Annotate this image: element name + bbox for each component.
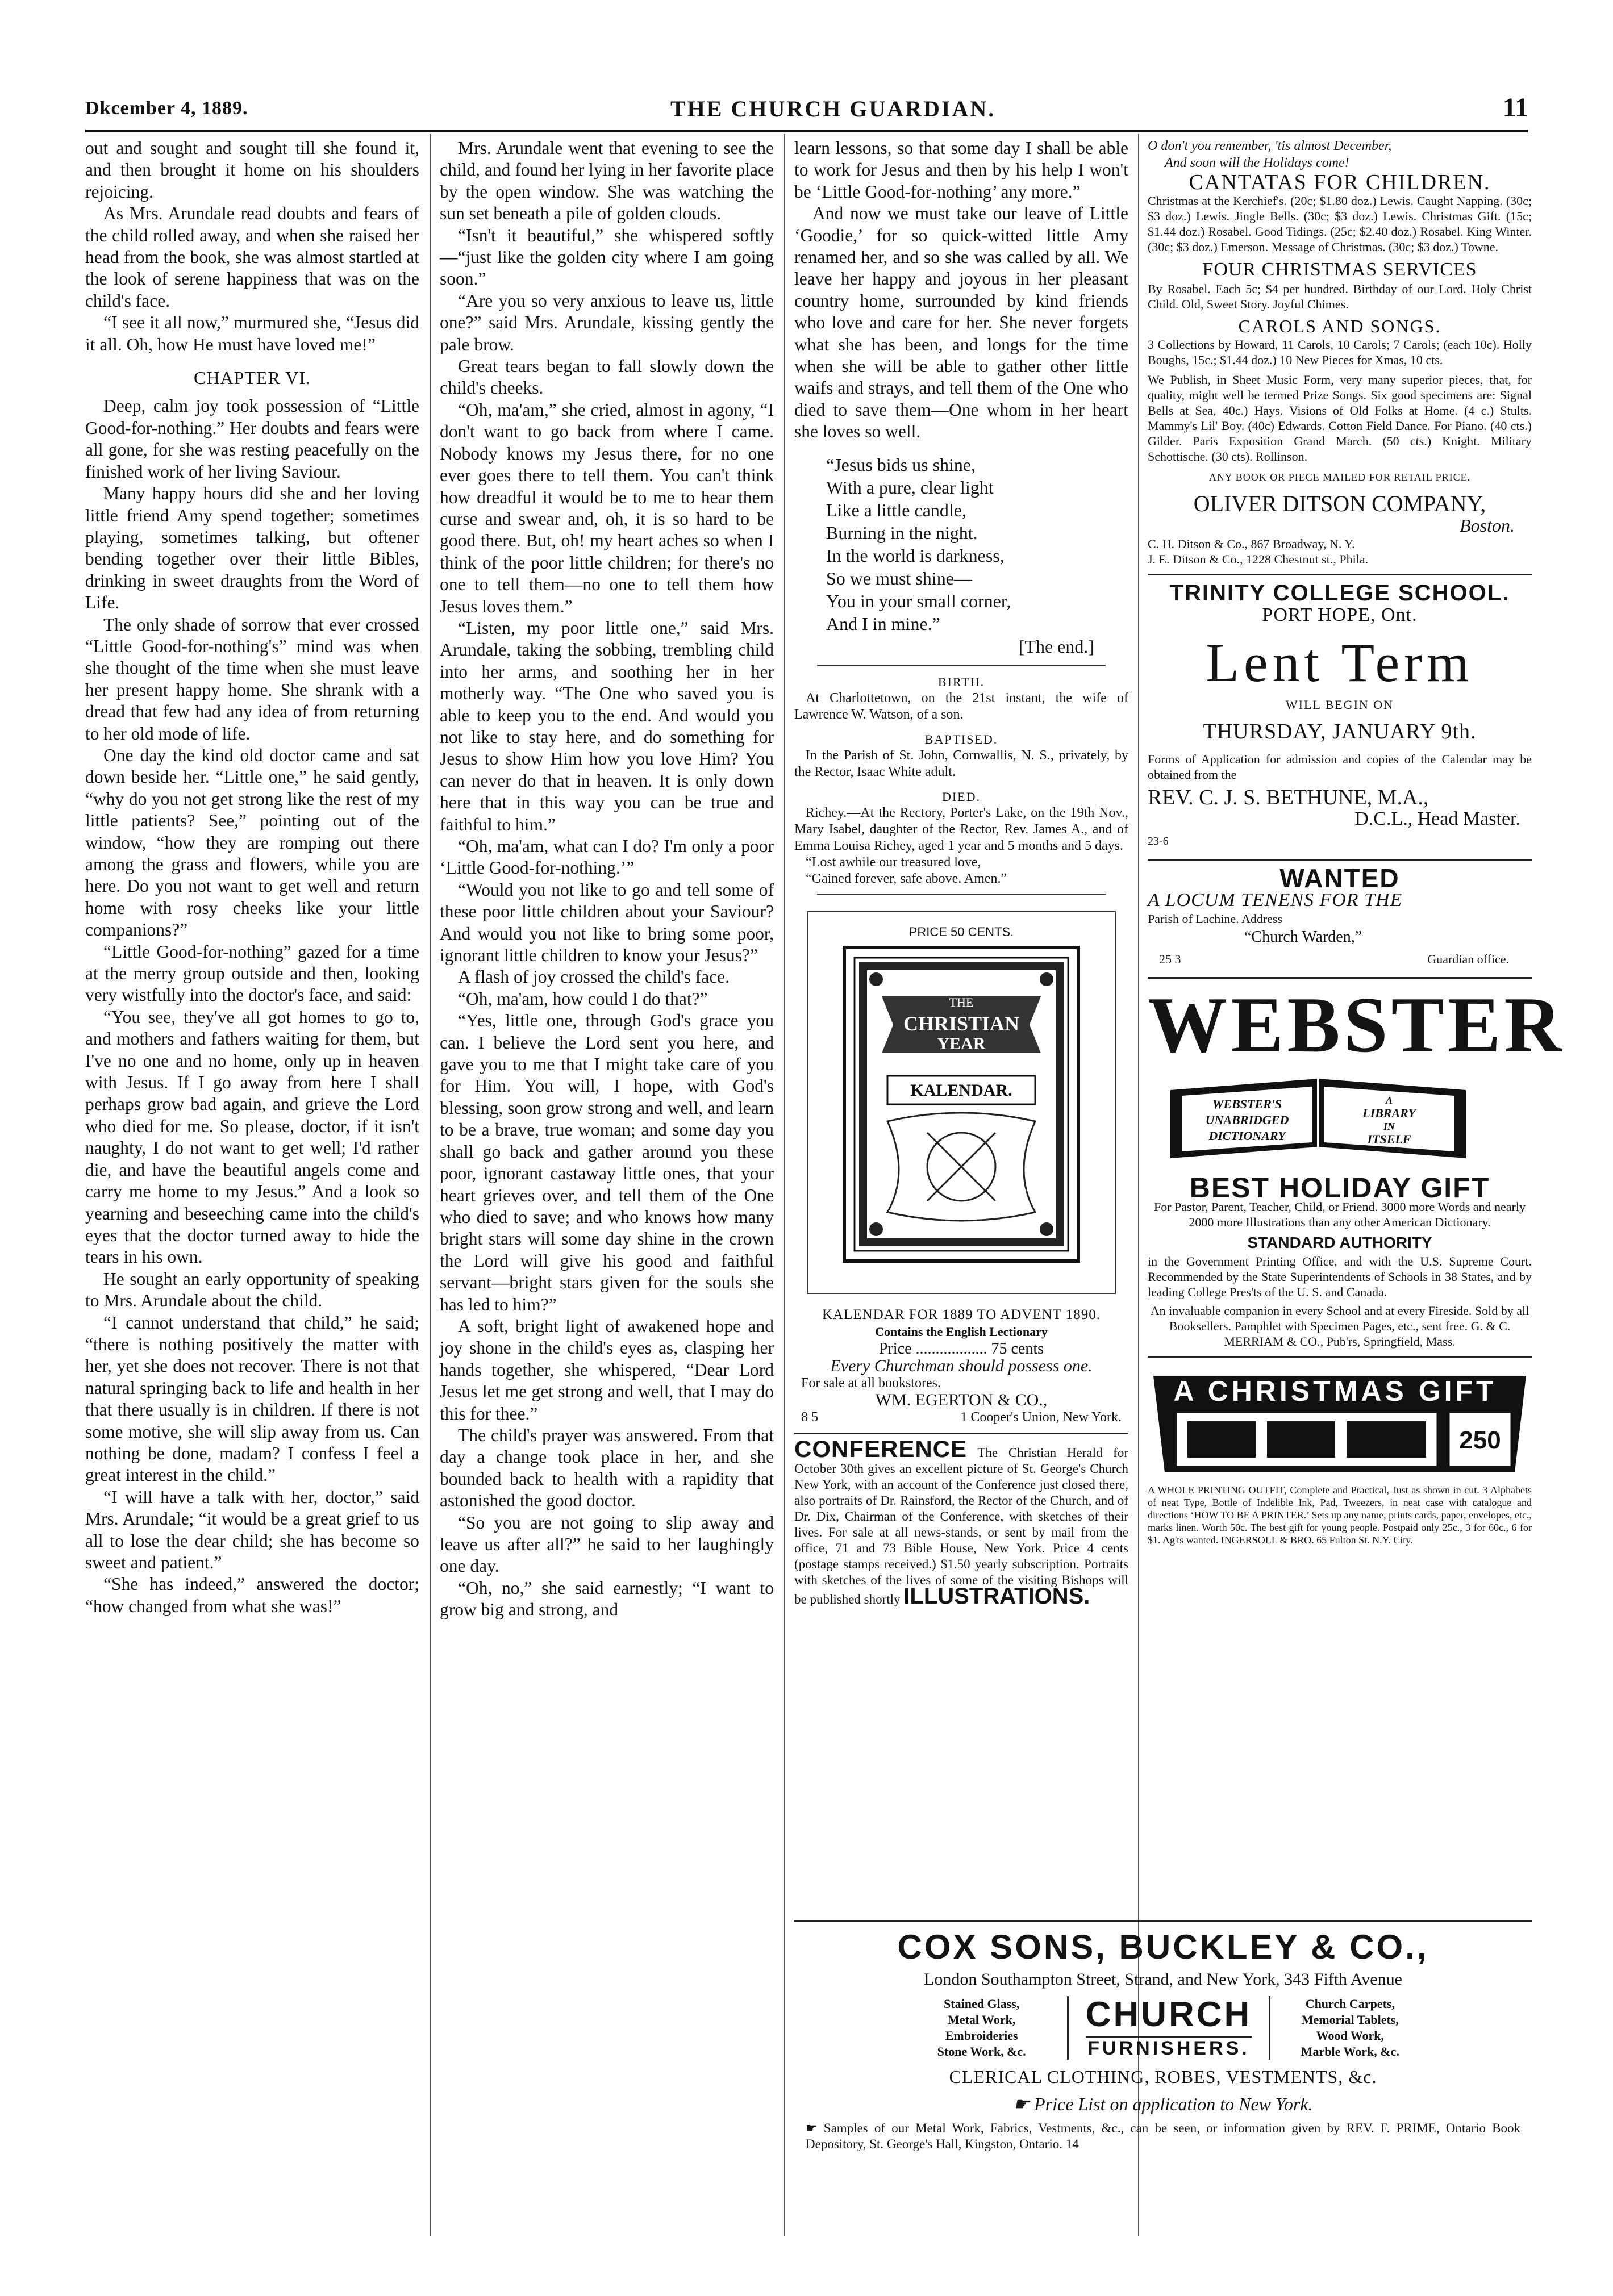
book-slogan-line: ITSELF [1367,1132,1411,1146]
holiday-verse: O don't you remember, 'tis almost December, [1148,139,1392,153]
story-paragraph: “I cannot understand that child,” he said; “there is nothing positively the matter with her, yet she does not recover. There is not that natural springing back to life and health in her that there usually is in children. If there is not some motive, she will slip away from us. Can nothing be done, madam? I confess I feel a great interest in the child.” [85,1312,419,1485]
services-list: By Rosabel. Each 5c; $4 per hundred. Birthday of our Lord. Holy Christ Child. Old, Sweet Story. Joyful Chimes. [1148,281,1532,311]
term-date: THURSDAY, JANUARY 9th. [1203,719,1477,744]
story-end-mark: [The end.] [1018,636,1094,657]
cox-clothing: CLERICAL CLOTHING, ROBES, VESTMENTS, &c. [949,2067,1377,2087]
lent-term-heading: Lent Term [1206,632,1474,694]
page-number: 11 [1502,93,1528,123]
poem-line: “Jesus bids us shine, [826,454,976,475]
cox-samples-note [794,2120,1532,2152]
merriam-note: An invaluable companion in every School and at every Fireside. Sold by all Booksellers. Pamphlet with Specimen Pages, etc., sent free. G. & C. MERRIAM & CO., Pub'rs, Springfield, Mass. [1150,1304,1529,1349]
death-heading: DIED. [941,789,981,804]
header-rule [85,130,1528,132]
authority-text: in the Government Printing Office, and with the U.S. Supreme Court. Recommended by the State Superintendents of Schools in 38 States, and by leading College Pres'ts of the U. S. and Canada. [1148,1254,1532,1300]
story-paragraph: “So you are not going to slip away and leave us after all?” he said to her laughingly one day. [440,1512,774,1576]
divider [1148,977,1532,979]
webster-heading: WEBSTER [1148,980,1565,1069]
pointing-hand-icon: ☛ [1013,2094,1035,2114]
furnishers-word: FURNISHERS. [1086,2036,1252,2060]
story-paragraph: Mrs. Arundale went that evening to see the child, and found her lying in her favorite place by the open window. She was watching the sun set beneath a pile of golden clouds. [440,138,774,224]
divider [1148,859,1532,861]
story-paragraph: “Oh, ma'am, what can I do? I'm only a poor ‘Little Good-for-nothing.’” [440,836,774,878]
story-paragraph: And now we must take our leave of Little ‘Goodie,’ for so quick-witted little Amy renamed her, and so she was called by all. We leave her happy and joyous in her pleasant country home, surrounded by kind friends who love and care for her. She never forgets what she has been, and longs for the time when she will be able to gather other little waifs and strays, and tell them of the One who died to save them—One whom in her heart she loves so well. [794,203,1128,442]
story-paragraph: learn lessons, so that some day I shall be able to work for Jesus and then by his help I won't be ‘Little Good-for-nothing’ any more.” [794,138,1128,202]
ad-code: 14 [1065,2137,1079,2151]
poem [826,453,1128,658]
samples-text: Samples of our Metal Work, Fabrics, Vestments, &c., can be seen, or information given by REV. F. PRIME, Ontario Book Depository, St. George's Hall, Kingston, Ontario. [806,2121,1520,2151]
page-header [85,90,1528,135]
story-paragraph: “Oh, ma'am, how could I do that?” [458,988,708,1009]
pointing-hand-icon: ☛ [806,2121,824,2135]
poem-line: Burning in the night. [826,522,978,543]
poem-line: Like a little candle, [826,499,966,520]
church-word: CHURCH [1085,1995,1252,2034]
story-paragraph: He sought an early opportunity of speaking to Mrs. Arundale about the child. [85,1268,419,1311]
application-note: Forms of Application for admission and copies of the Calendar may be obtained from the [1148,752,1532,782]
divider [817,894,1106,895]
story-paragraph: “Are you so very anxious to leave us, little one?” said Mrs. Arundale, kissing gently the pale brow. [440,290,774,354]
divider [794,1433,1128,1434]
christmas-gift-banner: A CHRISTMAS GIFT [1173,1375,1497,1408]
column-rule [784,134,785,2236]
death-notice: Richey.—At the Rectory, Porter's Lake, on the 19th Nov., Mary Isabel, daughter of the Rector, Rev. James A., and of Emma Louisa Richey, aged 1 year and 5 months and 5 days. [794,805,1128,853]
kalendar-sale-note: For sale at all bookstores. [801,1375,941,1391]
poem-line: So we must shine— [826,567,972,588]
ad-code: 8 5 [801,1409,818,1425]
headmaster-title: D.C.L., Head Master. [1354,808,1520,830]
story-paragraph: “She has indeed,” answered the doctor; “how changed from what she was!” [85,1574,419,1616]
story-paragraph: Deep, calm joy took possession of “Little Good-for-nothing.” Her doubts and fears were all gone, for she was resting peacefully on the finished work of her living Saviour. [85,396,419,482]
wanted-office: Guardian office. [1427,951,1509,966]
birth-heading: BIRTH. [937,674,985,689]
conference-heading: CONFERENCE [794,1435,968,1462]
birth-notice: At Charlottetown, on the 21st instant, the wife of Lawrence W. Watson, of a son. [794,690,1128,722]
kalendar-contents: Contains the English Lectionary [875,1324,1048,1339]
story-column-2 [440,137,774,1621]
cox-sons-advert [794,1920,1532,2152]
cantatas-heading: CANTATAS FOR CHILDREN. [1189,170,1491,194]
divider [817,665,1106,666]
carols-heading: CAROLS AND SONGS. [1238,315,1441,336]
kalendar-price-label: PRICE 50 CENTS. [908,924,1014,939]
story-paragraph: The child's prayer was answered. From that day a change took place in her, and she bounded back to health with a rapidity that astonished the good doctor. [440,1425,774,1511]
story-paragraph: “Yes, little one, through God's grace you can. I believe the Lord sent you here, and gave you to me that I might take care of you for Him. You will, I hope, with God's blessing, soon grow strong and well, and learn to be a brave, true woman; and some day you shall go back and gather around you these poor, ignorant castaway little ones, that your heart grieves over, and tell them of the One who died to save; and who knows how many bright stars will some day shine in the crown the Lord will give his good and faithful servant—bright stars given for the souls she has led to him?” [440,1011,774,1314]
dictionary-description: For Pastor, Parent, Teacher, Child, or Friend. 3000 more Words and nearly 2000 more Illustrations than any other American Dictionary. [1154,1199,1526,1229]
story-paragraph: Many happy hours did she and her loving little friend Amy spend together; sometimes playing, sometimes talking, but oftener bending together over their little Bibles, drinking in sweet draughts from the Word of Life. [85,483,419,613]
ad-code: 25 3 [1159,951,1181,966]
poem-line: With a pure, clear light [826,477,994,498]
conference-text: The Christian Herald for October 30th gives an excellent picture of St. George's Church New York, with an account of the Conference just closed there, also portraits of Dr. Rainsford, the Rector of the Church, and of Dr. Dix, Chairman of the Conference, with sketches of their lives. For sale at all news-stands, or sent by mail from the office, 71 and 73 Bible House, New York. Price 4 cents (postage stamps received.) $1.50 yearly subscription. Portraits with sketches of the lives of some of the visiting Bishops will be published shortly [794,1445,1128,1606]
illustrations-word: ILLUSTRATIONS. [903,1583,1090,1609]
cox-company-name: COX SONS, BUCKLEY & CO., [897,1928,1429,1966]
story-paragraph: One day the kind old doctor came and sat down beside her. “Little one,” he said gently, “why do you not get strong like the rest of my little patients? See,” pointing out of the window, “how they are romping out there among the grass and flowers, while you are here. Do you not want to get well and return home with rosy cheeks like your little companions?” [85,745,419,940]
kalendar-title: KALENDAR FOR 1889 TO ADVENT 1890. [822,1306,1101,1322]
kalendar-cover-illustration [842,945,1081,1263]
ditson-branch: C. H. Ditson & Co., 867 Broadway, N. Y. [1148,537,1355,552]
kalendar-slogan: Every Churchman should possess one. [830,1356,1093,1375]
story-paragraph: “Oh, no,” she said earnestly; “I want to grow big and strong, and [440,1577,774,1620]
column-rule [430,134,431,2236]
baptism-notice: In the Parish of St. John, Cornwallis, N. S., privately, by the Rector, Isaac White adult. [794,748,1128,779]
sheet-music-list: We Publish, in Sheet Music Form, very many superior pieces, that, for quality, might well be termed Prize Songs. Six good specimens are: Signal Bells at Sea, 40c.) Hays. Visions of Old Folks at Home. (4 c.) Stults. Mammy's Lil' Boy. (40c) Edwards. Cotton Field Dance. For Piano. (40 cts.) Gilder. Paris Exposition Grand March. (50 cts.) Knight. Military Schottische. (30 cts). Rollinson. [1148,373,1532,464]
book-slogan-line: A [1385,1094,1393,1106]
death-verse: “Lost awhile our treasured love, [806,854,981,870]
story-paragraph: A soft, bright light of awakened hope and joy shone in the child's eyes as, clasping her hands together, she whispered, “Dear Lord Jesus let me get strong and well, that I may do this for thee.” [440,1316,774,1423]
story-paragraph: Great tears began to fall slowly down the child's cheeks. [440,356,774,398]
school-location: PORT HOPE, Ont. [1262,604,1418,625]
printing-outfit-illustration [1148,1364,1532,1478]
story-paragraph: “Little Good-for-nothing” gazed for a time at the merry group outside and then, looking very wistfully into the doctor's face, and said: [85,941,419,1005]
publisher-name: WM. EGERTON & CO., [875,1390,1048,1409]
school-name: TRINITY COLLEGE SCHOOL. [1169,581,1510,606]
holiday-gift-heading: BEST HOLIDAY GIFT [1189,1172,1490,1204]
conference-advert [794,1435,1128,1609]
book-slogan-line: LIBRARY [1362,1105,1416,1120]
ditson-branch: J. E. Ditson & Co., 1228 Chestnut st., Phila. [1148,552,1369,567]
baptism-heading: BAPTISED. [924,732,998,746]
kalendar-ad-image [807,911,1116,1294]
cantatas-list: Christmas at the Kerchief's. (20c; $1.80 doz.) Lewis. Caught Napping. (30c; $3 doz.) Lewis. Jingle Bells. (30c; $3 doz.) Lewis. Christmas Gift. (15c; $1.44 doz.) Rosabel. Good Tidings. (25c; $2.40 doz.) Rosabel. King Winter. (30c; $3 doz.) Emerson. Message of Christmas. (30c; $3 doz.) Towne. [1148,194,1532,254]
printing-outfit-text: A WHOLE PRINTING OUTFIT, Complete and Practical, Just as shown in cut. 3 Alphabets of neat Type, Bottle of Indelible Ink, Pad, Tweezers, in neat case with catalogue and directions ‘HOW TO BE A PRINTER.’ Sets up any name, prints cards, paper, envelopes, etc., marks linen. Worth 50c. The best gift for young people. Postpaid only 25c., 3 for 60c., 6 for $1. Ag'ts wanted. INGERSOLL & BRO. 65 Fulton St. N.Y. City. [1148,1484,1532,1546]
cox-service: Stained Glass, [944,1997,1020,2011]
masthead-title: THE CHURCH GUARDIAN. [670,96,996,122]
cox-service: Wood Work, [1316,2028,1385,2043]
advert-column [1148,137,1565,1546]
cox-price-list [794,2093,1532,2115]
term-begin-label: WILL BEGIN ON [1285,698,1394,712]
holiday-verse: And soon will the Holidays come! [1165,156,1349,170]
story-paragraph: The only shade of sorrow that ever crossed “Little Good-for-nothing's” mind was when she thought of the time when she must leave her present happy home. She shrank with a dread that few had any idea of from returning to her old mode of life. [85,614,419,744]
cox-service: Metal Work, [947,2013,1016,2027]
wanted-contact: “Church Warden,” [1244,928,1362,946]
death-verse: “Gained forever, safe above. Amen.” [806,871,1007,886]
story-column-3 [794,137,1128,1608]
notices [794,674,1128,887]
ditson-company: OLIVER DITSON COMPANY, [1193,490,1486,516]
story-paragraph: “I will have a talk with her, doctor,” said Mrs. Arundale; “it would be a great grief to us all to lose the dear child; she has become so sweet and patient.” [85,1487,419,1572]
story-paragraph: “Would you not like to go and tell some of these poor little children about your Saviour? And would you not like to bring some poor, ignorant little children to know your Jesus?” [440,879,774,966]
book-title-line: DICTIONARY [1208,1128,1286,1143]
wanted-heading: WANTED [1279,863,1400,894]
divider [1148,1356,1532,1358]
mail-order-note: ANY BOOK OR PIECE MAILED FOR RETAIL PRICE. [1208,471,1471,483]
cox-service: Embroideries [945,2028,1018,2043]
kalendar-price: Price .................. 75 cents [878,1339,1044,1358]
cox-service: Memorial Tablets, [1301,2013,1399,2027]
poem-line: And I in mine.” [826,613,940,634]
cox-service: Stone Work, &c. [937,2044,1026,2059]
kalendar-the: THE [949,995,974,1009]
kalendar-word: KALENDAR. [910,1080,1012,1100]
outfit-price: 250 [1459,1426,1501,1455]
ad-code: 23-6 [1148,834,1169,848]
book-title-line: WEBSTER'S [1212,1096,1282,1111]
book-slogan-line: IN [1383,1120,1395,1132]
headmaster-name: REV. C. J. S. BETHUNE, M.A., [1148,786,1429,810]
ditson-city: Boston. [1460,515,1515,536]
book-title-line: UNABRIDGED [1205,1112,1289,1127]
wanted-position: A LOCUM TENENS FOR THE [1148,889,1403,911]
cox-service: Marble Work, &c. [1301,2044,1399,2059]
poem-line: You in your small corner, [826,590,1011,611]
kalendar-advert [794,1306,1128,1426]
cox-service: Church Carpets, [1305,1997,1395,2011]
chapter-heading: CHAPTER VI. [194,368,311,389]
story-paragraph: “I see it all now,” murmured she, “Jesus did it all. Oh, how He must have loved me!” [85,312,419,354]
story-paragraph: “You see, they've all got homes to go to, and mothers and fathers waiting for them, but I've no one and no home, only up in heaven with Jesus. If I go away from here I shall perhaps grow bad again, and grieve the Lord who died for me. So please, doctor, if it isn't naughty, I do not want to get well; I'd rather die, and have the beautiful angels come and carry me home to my Jesus.” And a look so yearning and beseeching came into the child's eyes that the doctor turned away to hide the tears in his own. [85,1007,419,1267]
kalendar-christian: CHRISTIAN [903,1012,1020,1035]
divider [1148,574,1532,575]
poem-line: In the world is darkness, [826,545,1005,566]
price-list-text: Price List on application to New York. [1034,2094,1313,2114]
wanted-parish: Parish of Lachine. Address [1148,912,1283,926]
carols-list: 3 Collections by Howard, 11 Carols, 10 Carols; 7 Carols; (each 10c). Holly Boughs, 15c.; $1.44 doz.) 10 New Pieces for Xmas, 10 cts. [1148,337,1532,368]
story-paragraph: out and sought and sought till she found it, and then brought it home on his shoulders rejoicing. [85,138,419,202]
issue-date: Dkcember 4, 1889. [85,98,248,119]
story-paragraph: “Oh, ma'am,” she cried, almost in agony, “I don't want to go back from where I came. Nobody knows my Jesus there, for no one ever goes there to tell them. You can't think how dreadful it would be to me to hear them curse and swear and, oh, it is so hard to be good there. But, oh! my heart aches so when I think of the poor little children; for there's no one to tell them—no one to tell them how Jesus loves them.” [440,399,774,616]
standard-authority-heading: STANDARD AUTHORITY [1247,1233,1432,1251]
story-paragraph: A flash of joy crossed the child's face. [458,967,730,987]
kalendar-year: YEAR [937,1034,986,1053]
story-paragraph: As Mrs. Arundale read doubts and fears of the child rolled away, and when she raised her head from the book, she was almost startled at the look of serene happiness that was on the child's face. [85,203,419,311]
dictionary-illustration [1148,1067,1489,1170]
story-column-1 [85,137,419,1617]
publisher-address: 1 Cooper's Union, New York. [960,1409,1122,1425]
services-heading: FOUR CHRISTMAS SERVICES [1202,259,1477,281]
cox-addresses: London Southampton Street, Strand, and New York, 343 Fifth Avenue [924,1970,1402,1989]
story-paragraph: “Isn't it beautiful,” she whispered softly—“just like the golden city where I am going soon.” [440,225,774,289]
story-paragraph: “Listen, my poor little one,” said Mrs. Arundale, taking the sobbing, trembling child into her arms, and soothing her in her motherly way. “The One who saved you is able to keep you to the end. And would you not like to stay here, and do something for Jesus to show Him how you love Him? You can never do that in heaven. It is only down here that in this way you can be true and faithful to him.” [440,617,774,834]
divider [794,1920,1532,1922]
